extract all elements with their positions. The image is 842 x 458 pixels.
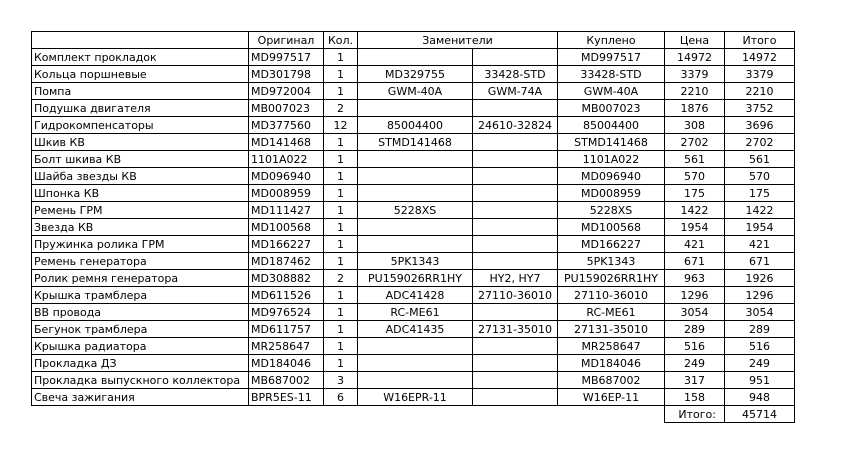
cell-total: 948 <box>725 389 795 406</box>
cell-price: 308 <box>665 117 725 134</box>
header-substitutes: Заменители <box>358 32 558 49</box>
cell-bought: RC-ME61 <box>558 304 665 321</box>
cell-substitute-2 <box>473 304 558 321</box>
cell-price: 2210 <box>665 83 725 100</box>
cell-original: 1101A022 <box>249 151 324 168</box>
cell-substitute-2 <box>473 219 558 236</box>
table-row <box>32 372 795 389</box>
cell-original: MB687002 <box>249 372 324 389</box>
blank-cell <box>249 406 324 423</box>
cell-substitute-1 <box>358 338 473 355</box>
cell-bought: MD166227 <box>558 236 665 253</box>
cell-total: 175 <box>725 185 795 202</box>
cell-substitute-2 <box>473 253 558 270</box>
cell-substitute-1: W16EPR-11 <box>358 389 473 406</box>
cell-price: 14972 <box>665 49 725 66</box>
cell-name: Бегунок трамблера <box>32 321 249 338</box>
cell-price: 1954 <box>665 219 725 236</box>
table-row <box>32 321 795 338</box>
table-row <box>32 185 795 202</box>
cell-name: Шкив КВ <box>32 134 249 151</box>
cell-qty: 6 <box>324 389 358 406</box>
table-row <box>32 66 795 83</box>
cell-name: Прокладка выпускного коллектора <box>32 372 249 389</box>
cell-qty: 1 <box>324 219 358 236</box>
cell-total: 1296 <box>725 287 795 304</box>
cell-bought: 5PK1343 <box>558 253 665 270</box>
cell-original: MB007023 <box>249 100 324 117</box>
cell-qty: 1 <box>324 83 358 100</box>
cell-original: MD096940 <box>249 168 324 185</box>
cell-qty: 1 <box>324 253 358 270</box>
cell-qty: 1 <box>324 185 358 202</box>
cell-substitute-2: 33428-STD <box>473 66 558 83</box>
blank-cell <box>558 406 665 423</box>
blank-cell <box>473 406 558 423</box>
cell-total: 2702 <box>725 134 795 151</box>
cell-substitute-2 <box>473 49 558 66</box>
spreadsheet <box>31 31 795 423</box>
cell-name: Шпонка КВ <box>32 185 249 202</box>
table-row <box>32 151 795 168</box>
cell-total: 3054 <box>725 304 795 321</box>
cell-bought: MR258647 <box>558 338 665 355</box>
cell-total: 516 <box>725 338 795 355</box>
cell-name: Шайба звезды КВ <box>32 168 249 185</box>
cell-name: Прокладка ДЗ <box>32 355 249 372</box>
cell-qty: 1 <box>324 151 358 168</box>
table-row <box>32 168 795 185</box>
cell-substitute-1: GWM-40A <box>358 83 473 100</box>
cell-total: 3696 <box>725 117 795 134</box>
cell-name: Помпа <box>32 83 249 100</box>
cell-qty: 1 <box>324 338 358 355</box>
cell-bought: MD008959 <box>558 185 665 202</box>
cell-original: MD976524 <box>249 304 324 321</box>
cell-qty: 2 <box>324 100 358 117</box>
cell-substitute-1: ADC41428 <box>358 287 473 304</box>
cell-original: MD166227 <box>249 236 324 253</box>
cell-qty: 1 <box>324 202 358 219</box>
blank-cell <box>358 406 473 423</box>
cell-substitute-1 <box>358 151 473 168</box>
cell-price: 1422 <box>665 202 725 219</box>
cell-price: 1296 <box>665 287 725 304</box>
cell-substitute-2: 27131-35010 <box>473 321 558 338</box>
cell-price: 3054 <box>665 304 725 321</box>
cell-price: 671 <box>665 253 725 270</box>
table-row <box>32 304 795 321</box>
table-row <box>32 253 795 270</box>
cell-qty: 1 <box>324 304 358 321</box>
cell-qty: 3 <box>324 372 358 389</box>
cell-name: Ремень генератора <box>32 253 249 270</box>
cell-price: 249 <box>665 355 725 372</box>
cell-substitute-1 <box>358 100 473 117</box>
cell-substitute-1 <box>358 236 473 253</box>
cell-bought: 85004400 <box>558 117 665 134</box>
cell-original: MD111427 <box>249 202 324 219</box>
parts-table <box>31 31 795 423</box>
cell-price: 963 <box>665 270 725 287</box>
cell-qty: 1 <box>324 287 358 304</box>
cell-total: 3379 <box>725 66 795 83</box>
cell-price: 2702 <box>665 134 725 151</box>
table-row <box>32 100 795 117</box>
cell-original: MD100568 <box>249 219 324 236</box>
cell-original: MR258647 <box>249 338 324 355</box>
cell-qty: 1 <box>324 134 358 151</box>
cell-bought: 1101A022 <box>558 151 665 168</box>
cell-bought: 27110-36010 <box>558 287 665 304</box>
header-name <box>32 32 249 49</box>
cell-name: Болт шкива КВ <box>32 151 249 168</box>
table-row <box>32 83 795 100</box>
cell-qty: 2 <box>324 270 358 287</box>
cell-total: 289 <box>725 321 795 338</box>
cell-name: Ремень ГРМ <box>32 202 249 219</box>
cell-price: 175 <box>665 185 725 202</box>
cell-substitute-1 <box>358 49 473 66</box>
cell-substitute-2 <box>473 236 558 253</box>
cell-original: MD611757 <box>249 321 324 338</box>
cell-total: 421 <box>725 236 795 253</box>
cell-total: 671 <box>725 253 795 270</box>
header-total: Итого <box>725 32 795 49</box>
cell-substitute-1 <box>358 168 473 185</box>
blank-cell <box>324 406 358 423</box>
cell-price: 421 <box>665 236 725 253</box>
cell-bought: MD997517 <box>558 49 665 66</box>
cell-name: Пружинка ролика ГРМ <box>32 236 249 253</box>
cell-bought: GWM-40A <box>558 83 665 100</box>
cell-bought: MB007023 <box>558 100 665 117</box>
cell-bought: STMD141468 <box>558 134 665 151</box>
cell-name: ВВ провода <box>32 304 249 321</box>
cell-name: Подушка двигателя <box>32 100 249 117</box>
cell-substitute-2 <box>473 151 558 168</box>
cell-original: MD184046 <box>249 355 324 372</box>
cell-total: 1926 <box>725 270 795 287</box>
cell-substitute-2: HY2, HY7 <box>473 270 558 287</box>
cell-price: 158 <box>665 389 725 406</box>
cell-substitute-1: STMD141468 <box>358 134 473 151</box>
cell-substitute-2 <box>473 185 558 202</box>
cell-total: 951 <box>725 372 795 389</box>
cell-substitute-2 <box>473 372 558 389</box>
cell-bought: MD184046 <box>558 355 665 372</box>
cell-total: 1954 <box>725 219 795 236</box>
cell-substitute-1 <box>358 355 473 372</box>
summary-row <box>32 406 795 423</box>
cell-substitute-2 <box>473 389 558 406</box>
cell-substitute-1: 5PK1343 <box>358 253 473 270</box>
header-qty: Кол. <box>324 32 358 49</box>
cell-qty: 12 <box>324 117 358 134</box>
table-row <box>32 389 795 406</box>
cell-substitute-2 <box>473 355 558 372</box>
cell-substitute-1 <box>358 219 473 236</box>
cell-substitute-1: 85004400 <box>358 117 473 134</box>
cell-total: 3752 <box>725 100 795 117</box>
cell-name: Кольца поршневые <box>32 66 249 83</box>
cell-substitute-1: MD329755 <box>358 66 473 83</box>
cell-substitute-1 <box>358 185 473 202</box>
cell-qty: 1 <box>324 236 358 253</box>
cell-bought: 27131-35010 <box>558 321 665 338</box>
cell-total: 1422 <box>725 202 795 219</box>
cell-qty: 1 <box>324 168 358 185</box>
header-price: Цена <box>665 32 725 49</box>
cell-original: MD972004 <box>249 83 324 100</box>
cell-price: 289 <box>665 321 725 338</box>
grand-total-label: Итого: <box>665 406 725 423</box>
cell-original: MD008959 <box>249 185 324 202</box>
cell-substitute-2 <box>473 202 558 219</box>
cell-original: MD997517 <box>249 49 324 66</box>
cell-qty: 1 <box>324 321 358 338</box>
cell-name: Свеча зажигания <box>32 389 249 406</box>
header-original: Оригинал <box>249 32 324 49</box>
cell-substitute-1: 5228XS <box>358 202 473 219</box>
cell-bought: W16EP-11 <box>558 389 665 406</box>
table-row <box>32 355 795 372</box>
cell-bought: MD100568 <box>558 219 665 236</box>
cell-bought: PU159026RR1HY <box>558 270 665 287</box>
table-row <box>32 134 795 151</box>
cell-total: 14972 <box>725 49 795 66</box>
cell-original: MD611526 <box>249 287 324 304</box>
cell-name: Комплект прокладок <box>32 49 249 66</box>
cell-original: BPR5ES-11 <box>249 389 324 406</box>
blank-cell <box>32 406 249 423</box>
table-row <box>32 49 795 66</box>
table-row <box>32 236 795 253</box>
cell-name: Звезда КВ <box>32 219 249 236</box>
cell-name: Гидрокомпенсаторы <box>32 117 249 134</box>
cell-name: Крышка трамблера <box>32 287 249 304</box>
cell-substitute-2: GWM-74A <box>473 83 558 100</box>
cell-bought: 33428-STD <box>558 66 665 83</box>
cell-substitute-2 <box>473 338 558 355</box>
cell-qty: 1 <box>324 355 358 372</box>
cell-bought: MD096940 <box>558 168 665 185</box>
table-row <box>32 219 795 236</box>
cell-substitute-2 <box>473 168 558 185</box>
cell-substitute-2: 27110-36010 <box>473 287 558 304</box>
cell-original: MD141468 <box>249 134 324 151</box>
cell-substitute-2 <box>473 100 558 117</box>
cell-original: MD308882 <box>249 270 324 287</box>
cell-bought: 5228XS <box>558 202 665 219</box>
table-row <box>32 202 795 219</box>
cell-substitute-2: 24610-32824 <box>473 117 558 134</box>
header-bought: Куплено <box>558 32 665 49</box>
cell-substitute-1: PU159026RR1HY <box>358 270 473 287</box>
cell-price: 561 <box>665 151 725 168</box>
cell-qty: 1 <box>324 49 358 66</box>
cell-bought: MB687002 <box>558 372 665 389</box>
cell-total: 2210 <box>725 83 795 100</box>
grand-total-value: 45714 <box>725 406 795 423</box>
cell-total: 249 <box>725 355 795 372</box>
cell-price: 317 <box>665 372 725 389</box>
cell-name: Ролик ремня генератора <box>32 270 249 287</box>
cell-qty: 1 <box>324 66 358 83</box>
cell-substitute-1: ADC41435 <box>358 321 473 338</box>
cell-substitute-1 <box>358 372 473 389</box>
cell-price: 570 <box>665 168 725 185</box>
table-row <box>32 338 795 355</box>
table-row <box>32 287 795 304</box>
header-row <box>32 32 795 49</box>
table-row <box>32 117 795 134</box>
cell-total: 561 <box>725 151 795 168</box>
cell-name: Крышка радиатора <box>32 338 249 355</box>
cell-substitute-2 <box>473 134 558 151</box>
cell-total: 570 <box>725 168 795 185</box>
cell-original: MD187462 <box>249 253 324 270</box>
table-row <box>32 270 795 287</box>
cell-price: 516 <box>665 338 725 355</box>
cell-price: 3379 <box>665 66 725 83</box>
cell-original: MD301798 <box>249 66 324 83</box>
cell-price: 1876 <box>665 100 725 117</box>
cell-substitute-1: RC-ME61 <box>358 304 473 321</box>
cell-original: MD377560 <box>249 117 324 134</box>
